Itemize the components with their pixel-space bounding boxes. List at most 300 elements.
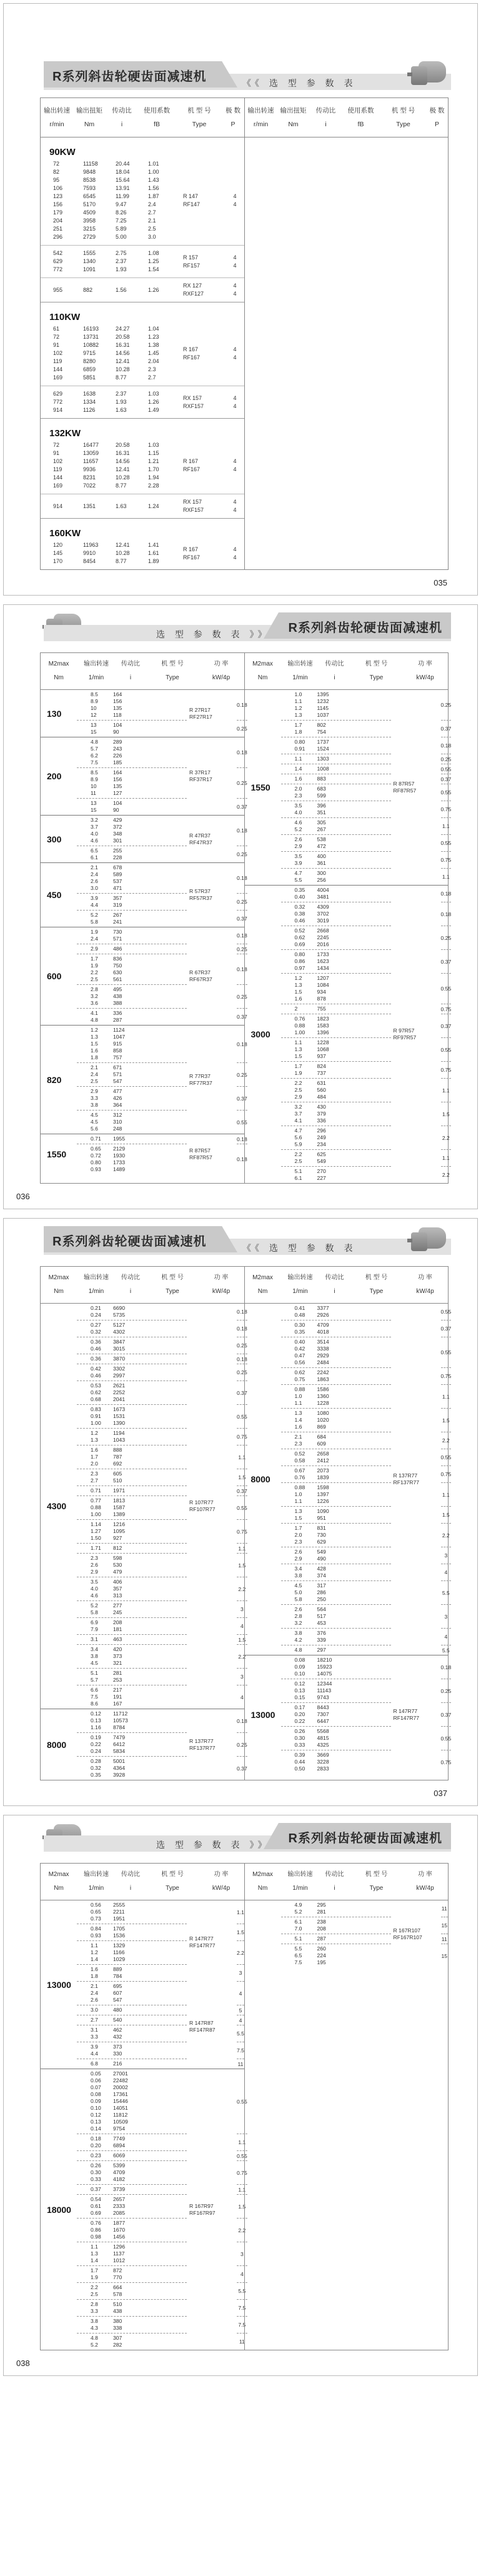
- speed-value: 0.69: [91, 2210, 101, 2216]
- cell: 123: [53, 193, 63, 199]
- header-en: Type: [192, 121, 207, 128]
- ratio-value: 4709: [113, 2169, 126, 2175]
- speed-value: 0.07: [91, 2084, 101, 2090]
- speed-value: 0.80: [294, 951, 305, 957]
- table-row: [77, 1772, 146, 1779]
- ratio-value: 3739: [113, 2186, 126, 2192]
- ratio-value: 1396: [317, 1029, 329, 1036]
- speed-ratio-rows: [77, 1381, 146, 1404]
- cell: 14.56: [116, 458, 130, 464]
- ratio-value: 1434: [317, 965, 329, 971]
- speed-value: 2.6: [294, 1549, 302, 1555]
- power-value: 0.18: [441, 737, 452, 754]
- power-value: 1.5: [441, 1408, 452, 1432]
- ratio-value: 256: [317, 877, 326, 883]
- cell: 1.63: [116, 407, 127, 413]
- speed-ratio-rows: [281, 1385, 350, 1408]
- table-row: [281, 982, 350, 989]
- table-row: [281, 691, 350, 698]
- table-row: [77, 2084, 146, 2091]
- table-row: [77, 759, 146, 766]
- speed-value: 4.2: [294, 1637, 302, 1643]
- table-row: [41, 249, 183, 257]
- power-value: 0.37: [237, 910, 247, 927]
- m2max-label: 4300: [47, 1501, 67, 1511]
- cell: 170: [53, 558, 63, 564]
- ratio-value: 1090: [317, 1508, 329, 1514]
- table-row: [77, 712, 146, 719]
- power-group: [77, 1756, 187, 1780]
- speed-value: 4.9: [294, 1902, 302, 1908]
- cell: 251: [53, 226, 63, 232]
- speed-value: 0.32: [294, 904, 305, 910]
- speed-ratio-rows: [281, 950, 350, 973]
- table-row: [281, 1474, 350, 1481]
- table-row: [77, 1047, 146, 1054]
- power-value: 1.5: [441, 1506, 452, 1523]
- ratio-value: 1863: [317, 1376, 329, 1382]
- power-value: 5.5: [441, 1580, 452, 1604]
- torque-section: [41, 737, 247, 816]
- cell: 82: [53, 169, 60, 175]
- speed-value: 1.5: [294, 1515, 302, 1521]
- speed-value: 2.1: [91, 1064, 98, 1071]
- table-row: [281, 1589, 350, 1596]
- ratio-value: 1226: [317, 1498, 329, 1504]
- speed-ratio-rows: [77, 1337, 146, 1354]
- speed-value: 0.76: [91, 2220, 101, 2226]
- table-row: [281, 1467, 350, 1474]
- table-half-right: [244, 1864, 449, 2350]
- type-code: R 167R107: [393, 1927, 420, 1934]
- speed-value: 4.0: [91, 831, 98, 837]
- power-group: [281, 1655, 391, 1679]
- speed-ratio-rows: [77, 2161, 146, 2184]
- ratio-value: 7307: [317, 1711, 329, 1717]
- ratio-value: 1029: [113, 1956, 126, 1962]
- ratio-value: 1536: [113, 1932, 126, 1939]
- banner-subtitle: [156, 1839, 270, 1851]
- cell: 91: [53, 342, 60, 348]
- torque-section: [245, 1655, 452, 1774]
- table-row: [77, 1095, 146, 1102]
- power-group: [77, 1732, 187, 1756]
- speed-ratio-rows: [77, 1924, 146, 1940]
- group-body: [41, 441, 244, 490]
- table-row: [77, 847, 146, 854]
- speed-value: 0.86: [91, 2227, 101, 2233]
- cell: 955: [53, 286, 63, 293]
- speed-value: 5.1: [91, 1670, 98, 1676]
- power-group: [77, 2333, 187, 2350]
- speed-value: 2.2: [91, 969, 98, 976]
- column-header: [350, 657, 404, 685]
- header-cn: M2max: [48, 661, 69, 667]
- speed-value: 1.6: [91, 1447, 98, 1453]
- header-en: Nm: [257, 1885, 268, 1892]
- speed-value: 0.62: [294, 934, 305, 941]
- speed-value: 1.8: [91, 1054, 98, 1061]
- ratio-value: 243: [113, 746, 122, 752]
- speed-ratio-rows: [77, 2059, 146, 2069]
- power-value: 2.2: [441, 1432, 452, 1449]
- table-row: [281, 927, 350, 934]
- power-column: [441, 1900, 449, 1967]
- speed-value: 2.5: [91, 976, 98, 982]
- speed-value: 4.8: [91, 2335, 98, 2341]
- power-value: 0.37: [237, 1756, 247, 1780]
- header-cn: 机 型 号: [365, 1871, 388, 1878]
- table-row: [281, 1345, 350, 1352]
- power-group: [77, 944, 187, 954]
- column-header: [350, 1271, 404, 1299]
- power-value: 0.75: [441, 1750, 452, 1774]
- header-en: Type: [369, 1885, 384, 1892]
- power-section: [41, 519, 244, 569]
- gear-reducer-image: [407, 56, 449, 89]
- table-row: [77, 864, 146, 871]
- header-en: kW/4p: [416, 674, 434, 681]
- power-value: 0.18: [441, 902, 452, 926]
- table-row: [281, 756, 350, 762]
- speed-value: 2.9: [91, 946, 98, 952]
- power-group: [77, 846, 187, 862]
- table-row: [77, 1602, 146, 1609]
- column-header: [146, 1271, 199, 1299]
- column-header: [245, 1271, 281, 1299]
- power-value: 4: [237, 2015, 244, 2025]
- cell: 772: [53, 266, 63, 272]
- cell: 1.26: [148, 286, 159, 293]
- poles-value: 4: [233, 507, 237, 513]
- header-cn: 使用系数: [347, 107, 374, 114]
- speed-value: 1.5: [91, 1041, 98, 1047]
- table-row: [77, 1700, 146, 1707]
- table-row: [77, 1717, 146, 1724]
- ratio-value: 15446: [113, 2098, 128, 2104]
- speed-value: 0.56: [91, 1902, 101, 1908]
- header-en: Nm: [257, 1288, 268, 1295]
- table-row: [77, 962, 146, 969]
- power-value: 2.2: [237, 1940, 244, 1964]
- power-group: [77, 1617, 187, 1634]
- speed-ratio-rows: [281, 1167, 350, 1183]
- ratio-value: 564: [317, 1606, 326, 1612]
- speed-value: 6.2: [91, 752, 98, 759]
- ratio-value: 18210: [317, 1657, 332, 1663]
- ratio-value: 678: [113, 864, 122, 871]
- power-group: [281, 851, 391, 868]
- type-column: [187, 1026, 237, 1134]
- power-label: 90KW: [49, 147, 76, 157]
- speed-value: 4.0: [294, 809, 302, 816]
- power-group: [77, 2015, 187, 2025]
- table-row: [77, 1102, 146, 1109]
- speed-value: 3.4: [91, 1646, 98, 1652]
- power-group: [77, 2025, 187, 2042]
- table-row: [77, 1569, 146, 1575]
- column-header: [73, 104, 106, 131]
- m2max-label: 1550: [47, 1149, 67, 1159]
- ratio-value: 477: [113, 1088, 122, 1094]
- poles-value: 4: [233, 546, 237, 552]
- power-value: 1.1: [441, 1078, 452, 1102]
- power-group: [281, 1004, 391, 1014]
- speed-value: 3.6: [91, 1000, 98, 1006]
- ratio-value: 510: [113, 2301, 122, 2307]
- ratio-value: 287: [113, 1017, 122, 1023]
- power-value: 0.55: [441, 1449, 452, 1465]
- ratio-value: 14051: [113, 2105, 128, 2111]
- table-row: [77, 1626, 146, 1633]
- power-group: [77, 893, 187, 910]
- speed-value: 5.8: [294, 1596, 302, 1602]
- power-value: 0.75: [441, 1004, 452, 1014]
- ratio-value: 3302: [113, 1365, 126, 1372]
- power-group: [77, 1485, 187, 1495]
- speed-value: 10: [91, 705, 97, 711]
- speed-value: 1.3: [294, 1410, 302, 1416]
- speed-value: 1.8: [294, 729, 302, 735]
- power-group: [281, 774, 391, 784]
- data-rows: [41, 160, 183, 241]
- ratio-value: 869: [317, 1424, 326, 1430]
- table-row: [77, 2119, 146, 2125]
- header-cn: M2max: [252, 1274, 273, 1281]
- m2max-label: 13000: [47, 1979, 71, 1990]
- speed-ratio-rows: [77, 2266, 146, 2282]
- header-en: 1/min: [292, 1288, 308, 1295]
- section-body: [281, 690, 452, 885]
- ratio-value: 2926: [317, 1312, 329, 1318]
- speed-value: 2.7: [91, 1477, 98, 1484]
- table-row: [281, 1515, 350, 1522]
- ratio-value: 380: [113, 2318, 122, 2324]
- ratio-value: 238: [317, 1919, 326, 1925]
- speed-ratio-rows: [281, 1605, 350, 1628]
- speed-value: 1.7: [91, 956, 98, 962]
- ratio-value: 537: [113, 878, 122, 884]
- speed-value: 5.9: [294, 1141, 302, 1147]
- section-body: [77, 863, 247, 927]
- page-header: [4, 1815, 477, 1863]
- column-header: [245, 104, 277, 131]
- table-row: [281, 809, 350, 816]
- speed-value: 1.4: [294, 766, 302, 772]
- speed-value: 5.2: [91, 1602, 98, 1609]
- header-en: i: [129, 1288, 132, 1295]
- page-banner: [44, 609, 451, 646]
- speed-ratio-rows: [281, 1944, 350, 1967]
- table-row: [77, 1396, 146, 1403]
- header-cn: 输出转速: [287, 661, 313, 667]
- speed-value: 0.23: [91, 2152, 101, 2159]
- cell: 7593: [83, 185, 96, 191]
- speed-value: 0.67: [294, 1467, 305, 1474]
- ratio-value: 3015: [113, 1345, 126, 1352]
- power-group: [77, 2042, 187, 2059]
- ratio-value: 2211: [113, 1909, 125, 1915]
- speed-value: 1.2: [91, 1430, 98, 1436]
- ratio-value: 249: [317, 1134, 326, 1141]
- speed-ratio-rows: [281, 1409, 350, 1432]
- cell: 5851: [83, 374, 96, 381]
- speed-value: 2.4: [91, 936, 98, 942]
- table-row: [77, 1010, 146, 1017]
- group-body: [41, 390, 244, 414]
- ratio-value: 1877: [113, 2220, 126, 2226]
- speed-value: 4.8: [294, 1647, 302, 1653]
- speed-value: 0.36: [91, 1339, 101, 1345]
- speed-ratio-rows: [281, 1449, 350, 1465]
- ratio-value: 22482: [113, 2077, 128, 2084]
- power-value: 3: [237, 2242, 247, 2265]
- cell: 15.64: [116, 177, 130, 183]
- speed-value: 0.14: [91, 2125, 101, 2132]
- header-en: i: [334, 674, 335, 681]
- table-row: [281, 1434, 350, 1440]
- ratio-value: 373: [113, 1653, 122, 1659]
- speed-value: 0.48: [294, 1312, 305, 1318]
- table-row: [77, 2091, 146, 2098]
- table-row: [77, 2070, 146, 2077]
- speed-value: 2.3: [91, 1470, 98, 1477]
- table-row: [77, 1687, 146, 1694]
- ratio-value: 317: [317, 1582, 326, 1589]
- ratio-value: 14075: [317, 1670, 332, 1677]
- table-row: [77, 1585, 146, 1592]
- speed-value: 0.76: [294, 1016, 305, 1022]
- cell: 1.89: [148, 558, 159, 564]
- ratio-value: 750: [113, 962, 122, 969]
- table-header: [245, 98, 449, 137]
- cell: 119: [53, 466, 62, 472]
- table-row: [281, 776, 350, 782]
- speed-ratio-rows: [281, 1727, 350, 1750]
- header-en: fB: [357, 121, 364, 128]
- type-column: [187, 1304, 237, 1709]
- speed-value: 3.9: [91, 895, 98, 901]
- table-row: [77, 1949, 146, 1956]
- cell: 1555: [83, 250, 96, 256]
- type-column: [391, 886, 441, 1183]
- torque-section: [245, 1304, 452, 1655]
- m2max-label: 130: [47, 708, 62, 719]
- type-code: R 137R77: [393, 1472, 418, 1479]
- table-row: [281, 1158, 350, 1165]
- table-row: [281, 1450, 350, 1457]
- speed-value: 5.5: [294, 877, 302, 883]
- speed-ratio-column: [77, 1709, 187, 1780]
- speed-ratio-column: [281, 1304, 391, 1655]
- header-cn: 输出扭矩: [280, 107, 307, 114]
- power-value: 1.1: [441, 817, 452, 834]
- speed-value: 3.2: [294, 1620, 302, 1626]
- ratio-value: 1124: [113, 1027, 125, 1033]
- ratio-value: 625: [317, 1151, 326, 1157]
- ratio-value: 1623: [317, 958, 329, 964]
- speed-value: 13: [91, 800, 97, 806]
- power-value: 0.25: [441, 926, 452, 949]
- table-row: [281, 894, 350, 901]
- power-group: [77, 1428, 187, 1445]
- power-value: 11: [441, 1934, 449, 1944]
- table-row: [77, 854, 146, 861]
- poles-value: 4: [233, 282, 237, 289]
- power-value: 5: [237, 2005, 244, 2015]
- speed-value: 0.37: [91, 2186, 101, 2192]
- speed-value: 1.6: [294, 996, 302, 1002]
- type-group: [41, 419, 244, 494]
- ratio-value: 312: [113, 1112, 122, 1118]
- table-row: [281, 917, 350, 924]
- power-group: [281, 1367, 391, 1384]
- table-row: [41, 184, 183, 192]
- table-row: [281, 1759, 350, 1765]
- table-row: [281, 1305, 350, 1312]
- power-value: 2.2: [441, 1126, 452, 1149]
- table-row: [77, 1064, 146, 1071]
- speed-value: 0.42: [91, 1365, 101, 1372]
- speed-ratio-rows: [281, 1629, 350, 1645]
- column-header: [41, 1868, 77, 1895]
- ratio-value: 2668: [317, 927, 329, 934]
- ratio-value: 351: [317, 809, 326, 816]
- speed-ratio-rows: [77, 1520, 146, 1543]
- cell: 11158: [83, 161, 98, 167]
- ratio-value: 3019: [317, 917, 329, 924]
- table-row: [41, 349, 183, 357]
- table-row: [77, 1034, 146, 1041]
- table-row: [281, 1952, 350, 1959]
- table-row: [281, 1410, 350, 1417]
- speed-value: 4.7: [294, 1127, 302, 1134]
- ratio-value: 6894: [113, 2142, 126, 2149]
- type-cell: [187, 888, 237, 902]
- speed-value: 0.20: [91, 2142, 101, 2149]
- speed-value: 0.76: [294, 1474, 305, 1480]
- table-row: [281, 1945, 350, 1952]
- ratio-value: 858: [113, 1047, 122, 1054]
- speed-value: 0.42: [294, 1345, 305, 1352]
- power-group: [281, 817, 391, 834]
- type-cell: [183, 346, 227, 362]
- table-row: [77, 1071, 146, 1078]
- ratio-value: 426: [113, 1095, 122, 1101]
- speed-value: 0.10: [294, 1670, 305, 1677]
- type-cell: [187, 769, 237, 783]
- speed-value: 7.5: [91, 759, 98, 766]
- speed-ratio-rows: [77, 1757, 146, 1780]
- cell: 8280: [83, 358, 96, 364]
- speed-ratio-rows: [281, 886, 350, 902]
- table-row: [41, 466, 183, 474]
- speed-value: 4.5: [91, 1660, 98, 1666]
- table-row: [77, 2098, 146, 2105]
- power-group: [281, 690, 391, 720]
- table-row: [281, 1016, 350, 1022]
- power-column: [441, 690, 452, 885]
- cell: 1.49: [148, 407, 159, 413]
- table-row: [41, 217, 183, 225]
- banner-subtitle: [242, 77, 356, 89]
- power-value: 0.37: [441, 1014, 452, 1037]
- table-row: [41, 390, 183, 398]
- power-value: 5.5: [237, 2025, 244, 2042]
- table-row: [77, 2335, 146, 2342]
- ratio-value: 1194: [113, 1430, 125, 1436]
- speed-ratio-rows: [281, 1581, 350, 1604]
